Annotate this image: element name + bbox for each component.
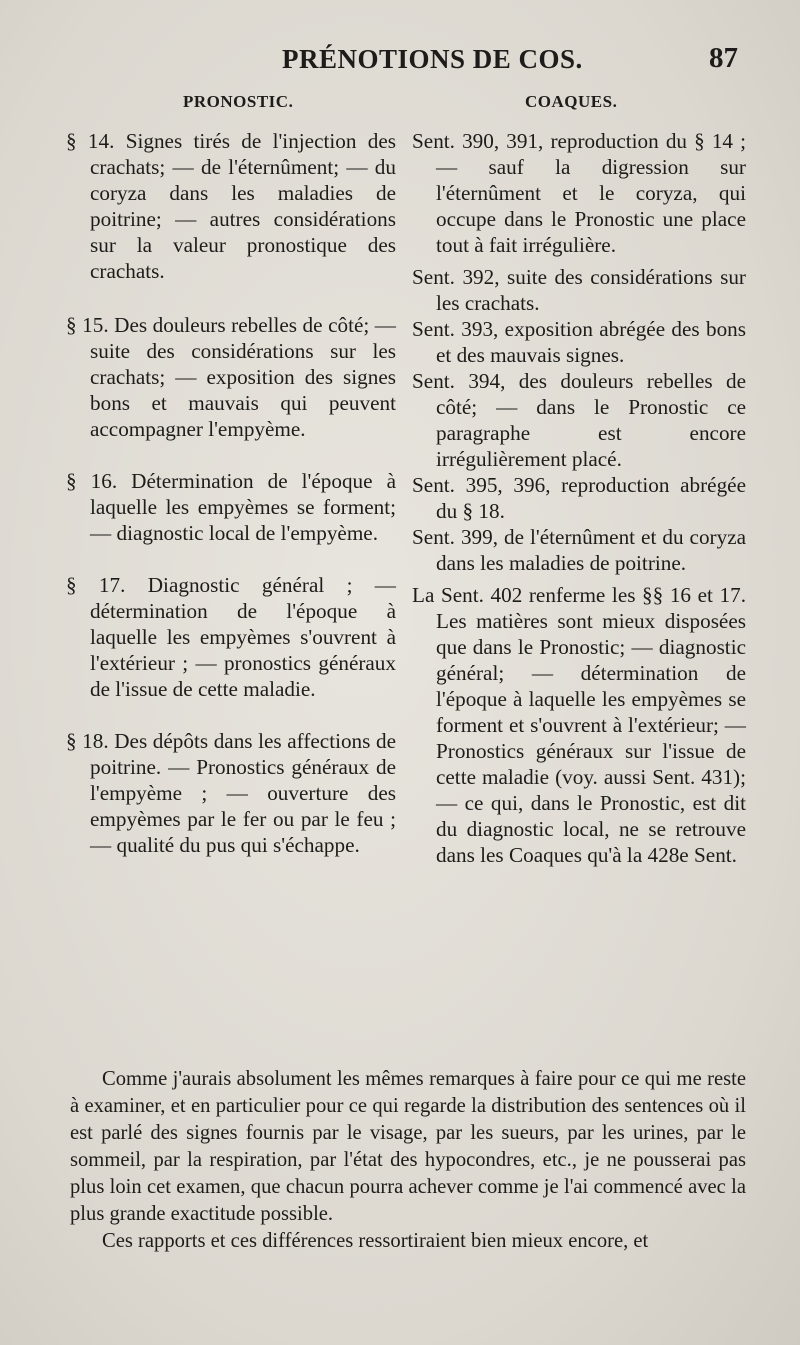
right-entry-sent-392: Sent. 392, suite des considérations sur les crachats. — [412, 265, 746, 315]
running-header — [0, 44, 800, 80]
left-entry-14: § 14. Signes tirés de l'injection des crachats; — de l'éternûment; — du coryza dans les maladies de poitrine; — autres considérations sur la valeur pronostique des crachats. — [66, 129, 396, 283]
right-entry-sent-402: La Sent. 402 renferme les §§ 16 et 17. Les matières sont mieux disposées que dans le Pronostic; — diagnostic général; — détermination de l'époque à laquelle les empyèmes se forment et s'ouvrent à l'extérieur; — Pronostics généraux sur l'issue de cette maladie (voy. aussi Sent. 431); — ce qui, dans le Pronostic, est dit du diagnostic local, ne se retrouve dans les Coaques qu'à la 428e Sent. — [412, 583, 746, 867]
right-entry-sent-395: Sent. 395, 396, reproduction abrégée du § 18. — [412, 473, 746, 523]
right-entry-sent-399: Sent. 399, de l'éternûment et du coryza dans les maladies de poitrine. — [412, 525, 746, 575]
page-number: 87 — [709, 42, 738, 74]
right-column-heading: COAQUES. — [525, 92, 618, 111]
body-paragraph-2: Ces rapports et ces différences ressortiraient bien mieux encore, et — [102, 1230, 649, 1252]
body-paragraph-1: Comme j'aurais absolument les mêmes remarques à faire pour ce qui me reste à examiner, et en particulier pour ce qui regarde la distribution des sentences où il est parlé des signes fournis par le visage, par les sueurs, par les urines, par le sommeil, par la respiration, par l'état des hypocondres, etc., je ne pousserai pas plus loin cet examen, que chacun pourra achever comme je l'ai commencé avec la plus grande exactitude possible. — [70, 1068, 746, 1225]
right-entry-sent-390: Sent. 390, 391, reproduction du § 14 ; — sauf la digression sur l'éternûment et le coryza, qui occupe dans le Pronostic une place tout à fait irrégulière. — [412, 129, 746, 257]
page-title: PRÉNOTIONS DE COS. — [282, 44, 583, 74]
body-text — [70, 1066, 746, 1255]
right-entry-sent-394: Sent. 394, des douleurs rebelles de côté; — dans le Pronostic ce paragraphe est encore irrégulièrement placé. — [412, 369, 746, 471]
right-column — [412, 128, 746, 868]
left-entry-17: § 17. Diagnostic général ; — détermination de l'époque à laquelle les empyèmes s'ouvrent à l'extérieur ; — pronostics généraux de l'issue de cette maladie. — [66, 573, 396, 701]
left-entry-18: § 18. Des dépôts dans les affections de poitrine. — Pronostics généraux de l'empyème ; — ouverture des empyèmes par le fer ou par le feu ; — qualité du pus qui s'échappe. — [66, 729, 396, 857]
right-entry-sent-393: Sent. 393, exposition abrégée des bons et des mauvais signes. — [412, 317, 746, 367]
left-column-heading: PRONOSTIC. — [183, 92, 294, 111]
left-entry-16: § 16. Détermination de l'époque à laquelle les empyèmes se forment; — diagnostic local de l'empyème. — [66, 469, 396, 545]
left-column — [66, 128, 396, 884]
left-entry-15: § 15. Des douleurs rebelles de côté; — suite des considérations sur les crachats; — exposition des signes bons et mauvais qui peuvent accompagner l'empyème. — [66, 313, 396, 441]
